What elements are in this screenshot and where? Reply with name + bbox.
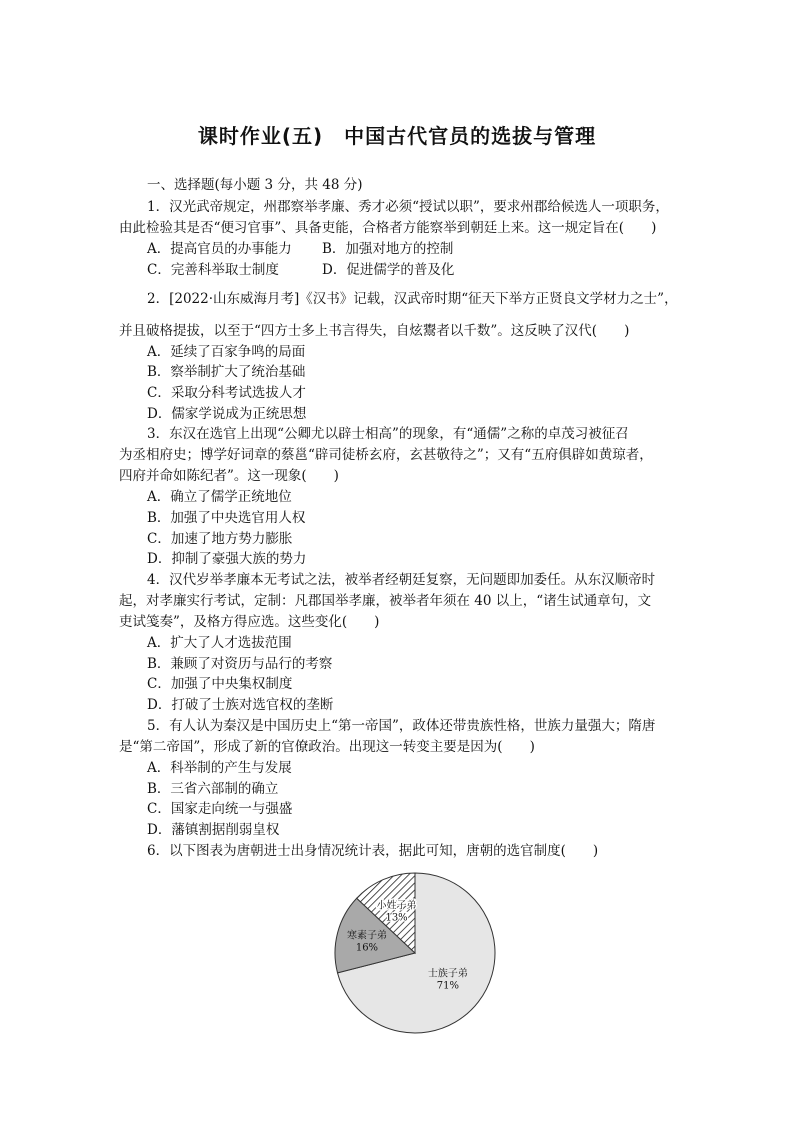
question-text: 是“第二帝国”，形成了新的官僚政治。出现这一转变主要是因为( ): [119, 739, 535, 755]
answer-option: B．三省六部制的确立: [147, 781, 279, 797]
question-text: 吏试笺奏”，及格方得应选。这些变化( ): [119, 614, 380, 630]
question-text: 并且破格提拔，以至于“四方士多上书言得失，自炫鬻者以千数”。这反映了汉代( ): [119, 323, 630, 339]
answer-option: B．察举制扩大了统治基础: [147, 364, 306, 380]
slice-label: 士族子弟: [427, 968, 468, 980]
answer-option: B．加强了中央选官用人权: [147, 510, 306, 526]
answer-option: C．完善科举取士制度: [147, 262, 279, 278]
answer-option: A．扩大了人才选拔范围: [147, 635, 292, 651]
section-heading: 一、选择题(每小题 3 分，共 48 分): [147, 177, 363, 193]
answer-option: D．抑制了豪强大族的势力: [147, 551, 307, 567]
question-text: 2．[2022·山东威海月考]《汉书》记载，汉武帝时期“征天下举方正贤良文学材力之士”，: [147, 291, 678, 307]
answer-option: B．加强对地方的控制: [322, 241, 454, 257]
question-text: 起，对孝廉实行考试，定制：凡郡国举孝廉，被举者年须在 40 以上，“诸生试通章句，文: [119, 593, 652, 609]
question-text: 1．汉光武帝规定，州郡察举孝廉、秀才必须“授试以职”，要求州郡给候选人一项职务，: [147, 199, 669, 215]
question-text: 6．以下图表为唐朝进士出身情况统计表，据此可知，唐朝的选官制度( ): [147, 843, 599, 859]
question-text: 3．东汉在选官上出现“公卿尤以辟士相高”的现象，有“通儒”之称的卓茂习被征召: [147, 426, 629, 442]
answer-option: C．采取分科考试选拔人才: [147, 385, 306, 401]
slice-percent: 13%: [385, 912, 408, 924]
answer-option: D．儒家学说成为正统思想: [147, 406, 307, 422]
slice-percent: 71%: [436, 980, 459, 992]
answer-option: B．兼顾了对资历与品行的考察: [147, 656, 333, 672]
slice-label: 小姓子弟: [376, 900, 417, 912]
answer-option: A．提高官员的办事能力: [147, 241, 292, 257]
answer-option: A．延续了百家争鸣的局面: [147, 344, 306, 360]
question-text: 4．汉代岁举孝廉本无考试之法，被举者经朝廷复察，无问题即加委任。从东汉顺帝时: [147, 572, 656, 588]
answer-option: D．促进儒学的普及化: [322, 262, 455, 278]
answer-option: C．加速了地方势力膨胀: [147, 531, 293, 547]
slice-label: 寒素子弟: [346, 930, 387, 942]
question-text: 由此检验其是否“便习官事”、具备吏能，合格者方能察举到朝廷上来。这一规定旨在( ): [119, 220, 657, 236]
pie-chart: [330, 868, 500, 1038]
answer-option: A．确立了儒学正统地位: [147, 489, 292, 505]
answer-option: A．科举制的产生与发展: [147, 760, 292, 776]
page-title: 课时作业(五) 中国古代官员的选拔与管理: [197, 124, 597, 148]
question-text: 四府并命如陈纪者”。这一现象( ): [119, 468, 339, 484]
answer-option: C．国家走向统一与强盛: [147, 801, 293, 817]
question-text: 为丞相府史；博学好词章的蔡邕“辟司徒桥玄府，玄甚敬待之”；又有“五府俱辟如黄琼者，: [119, 447, 653, 463]
answer-option: C．加强了中央集权制度: [147, 676, 293, 692]
question-text: 5．有人认为秦汉是中国历史上“第一帝国”，政体还带贵族性格，世族力量强大；隋唐: [147, 718, 656, 734]
answer-option: D．藩镇割据削弱皇权: [147, 822, 280, 838]
answer-option: D．打破了士族对选官权的垄断: [147, 697, 334, 713]
slice-percent: 16%: [355, 942, 379, 954]
